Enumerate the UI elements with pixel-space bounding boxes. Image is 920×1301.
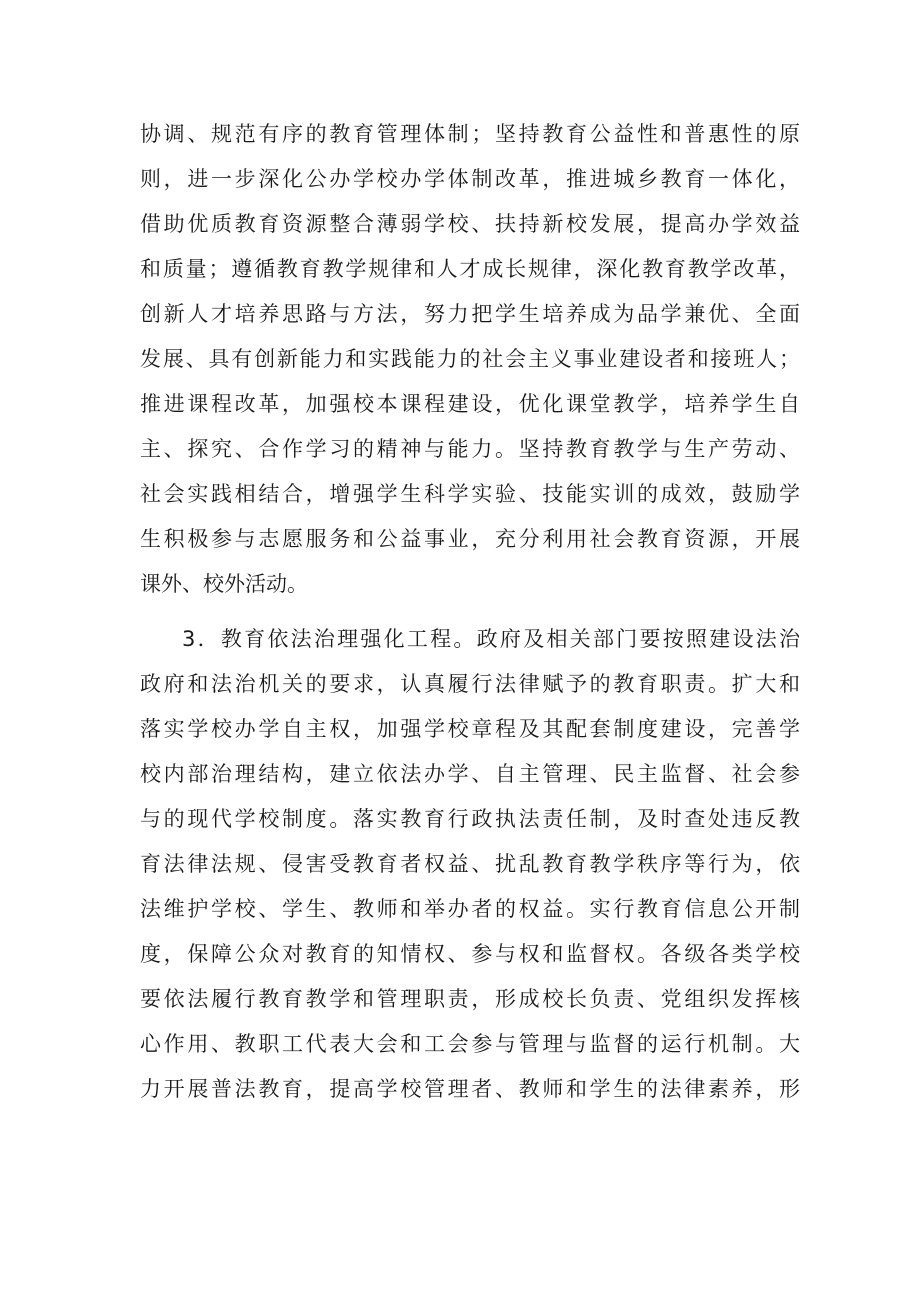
paragraph-1-line-11: 课外、校外活动。 <box>140 572 308 596</box>
paragraph-1-line-2: 则，进一步深化公办学校办学体制改革，推进城乡教育一体化， <box>140 167 800 191</box>
paragraph-2-line-10: 心作用、教职工代表大会和工会参与管理与监督的运行机制。大 <box>140 1032 800 1056</box>
paragraph-2-line-4: 校内部治理结构，建立依法办学、自主管理、民主监督、社会参 <box>140 762 800 786</box>
paragraph-1-line-10: 生积极参与志愿服务和公益事业，充分利用社会教育资源，开展 <box>140 527 800 551</box>
paragraph-1-line-4: 和质量；遵循教育教学规律和人才成长规律，深化教育教学改革， <box>140 257 800 281</box>
paragraph-1-line-5: 创新人才培养思路与方法，努力把学生培养成为品学兼优、全面 <box>140 302 800 326</box>
paragraph-2-line-11: 力开展普法教育，提高学校管理者、教师和学生的法律素养，形 <box>140 1077 800 1101</box>
paragraph-2-line-3: 落实学校办学自主权，加强学校章程及其配套制度建设，完善学 <box>140 717 800 741</box>
paragraph-1-line-3: 借助优质教育资源整合薄弱学校、扶持新校发展，提高办学效益 <box>140 212 800 236</box>
paragraph-1-line-6: 发展、具有创新能力和实践能力的社会主义事业建设者和接班人； <box>140 347 800 371</box>
paragraph-1-line-9: 社会实践相结合，增强学生科学实验、技能实训的成效，鼓励学 <box>140 482 800 506</box>
paragraph-1-line-7: 推进课程改革，加强校本课程建设，优化课堂教学，培养学生自 <box>140 392 800 416</box>
paragraph-2-line-1: 3．教育依法治理强化工程。政府及相关部门要按照建设法治 <box>182 627 800 651</box>
paragraph-1-line-8: 主、探究、合作学习的精神与能力。坚持教育教学与生产劳动、 <box>140 437 800 461</box>
paragraph-1-line-1: 协调、规范有序的教育管理体制；坚持教育公益性和普惠性的原 <box>140 122 800 146</box>
paragraph-2-line-7: 法维护学校、学生、教师和举办者的权益。实行教育信息公开制 <box>140 897 800 921</box>
paragraph-2-line-2: 政府和法治机关的要求，认真履行法律赋予的教育职责。扩大和 <box>140 672 800 696</box>
paragraph-2-line-9: 要依法履行教育教学和管理职责，形成校长负责、党组织发挥核 <box>140 987 800 1011</box>
paragraph-2-line-5: 与的现代学校制度。落实教育行政执法责任制，及时查处违反教 <box>140 807 800 831</box>
paragraph-2-line-6: 育法律法规、侵害受教育者权益、扰乱教育教学秩序等行为，依 <box>140 852 800 876</box>
paragraph-2-line-8: 度，保障公众对教育的知情权、参与权和监督权。各级各类学校 <box>140 942 800 966</box>
